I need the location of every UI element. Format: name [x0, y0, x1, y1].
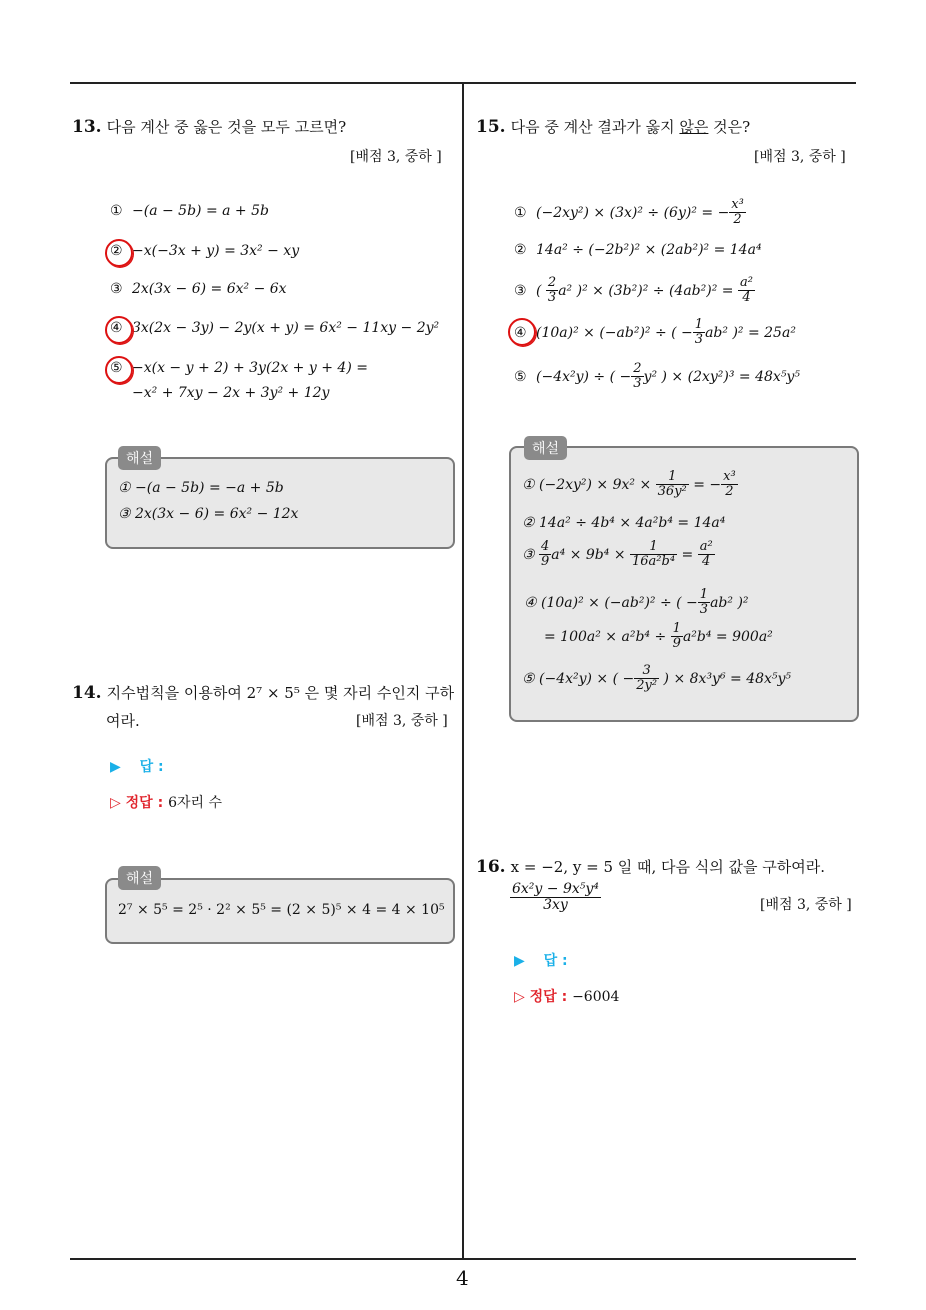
option-5[interactable]: ⑤ (−4x²y) ÷ ( − $\frac{2}{3}$ y² ) × (2xy²)³ = 48x⁵y⁵	[514, 361, 800, 392]
option-5-continued: −x² + 7xy − 2x + 3y² + 12y	[132, 385, 330, 401]
option-4[interactable]: ④ (10a)² × (−ab²)² ÷ ( − $\frac{1}{3}$ ab² )² = 25a²	[514, 317, 796, 348]
option-3[interactable]: ③ ( $\frac{2}{3}$ a² )² × (3b²)² ÷ (4ab²)² = $\frac{\text{a²}}{4}$	[514, 275, 753, 306]
explanation-line: ⑤ (−4x²y) × ( − $\frac{3}{\text{2y²}}$ ) × 8x³y⁶ = 48x⁵y⁵	[522, 663, 792, 694]
column-divider	[462, 82, 464, 1258]
option-4[interactable]: ④ 3x(2x − 3y) − 2y(x + y) = 6x² − 11xy − 2y²	[110, 320, 440, 336]
explanation-line: ③ $\frac{4}{9}$ a⁴ × 9b⁴ × $\frac{1}{\text{16a²b⁴}}$ = $\frac{\text{a²}}{4}$	[522, 539, 713, 570]
explanation-line: 2⁷ × 5⁵ = 2⁵ · 2² × 5⁵ = (2 × 5)⁵ × 4 = 4 × 10⁵	[118, 902, 445, 918]
question-text: 다음 계산 중 옳은 것을 모두 고르면?	[106, 118, 347, 136]
explanation-label: 해설	[118, 866, 161, 890]
page-number: 4	[456, 1266, 469, 1290]
answer-row[interactable]: ▶ 답 :	[514, 953, 568, 969]
score-meta: [배점 3, 중하 ]	[754, 149, 846, 165]
outline-triangle-icon: ▷	[110, 795, 121, 811]
score-meta: [배점 3, 중하 ]	[356, 713, 448, 729]
explanation-line: ③ 2x(3x − 6) = 6x² − 12x	[118, 506, 299, 522]
option-3[interactable]: ③ 2x(3x − 6) = 6x² − 6x	[110, 281, 287, 297]
selected-circle-mark	[105, 356, 133, 384]
explanation-line: ① −(a − 5b) = −a + 5b	[118, 480, 284, 496]
question-number: 13.	[72, 117, 102, 137]
explanation-line: ② 14a² ÷ 4b⁴ × 4a²b⁴ = 14a⁴	[522, 515, 726, 531]
question-number: 16.	[476, 857, 506, 877]
correct-answer-row: ▷ 정답 : 6자리 수	[110, 795, 222, 811]
question-text: 다음 중 계산 결과가 옳지 않은 것은?	[510, 118, 751, 136]
explanation-line: ① (−2xy²) × 9x² × $\frac{1}{\text{36y²}}$ = − $\frac{\text{x³}}{2}$	[522, 469, 736, 500]
score-meta: [배점 3, 중하 ]	[350, 149, 442, 165]
bottom-rule	[70, 1258, 856, 1260]
explanation-label: 해설	[524, 436, 567, 460]
outline-triangle-icon: ▷	[514, 989, 525, 1005]
explanation-line: = 100a² × a²b⁴ ÷ $\frac{1}{9}$ a²b⁴ = 900a²	[544, 621, 773, 652]
option-5[interactable]: ⑤ −x(x − y + 2) + 3y(2x + y + 4) =	[110, 360, 368, 376]
selected-circle-mark	[105, 239, 133, 267]
question-number: 15.	[476, 117, 506, 137]
play-triangle-icon: ▶	[110, 759, 121, 775]
explanation-label: 해설	[118, 446, 161, 470]
option-2[interactable]: ② 14a² ÷ (−2b²)² × (2ab²)² = 14a⁴	[514, 242, 762, 258]
explanation-line: ④ (10a)² × (−ab²)² ÷ ( − $\frac{1}{3}$ ab² )²	[524, 587, 749, 618]
option-1[interactable]: ① −(a − 5b) = a + 5b	[110, 203, 269, 219]
question-text: 지수법칙을 이용하여 2⁷ × 5⁵ 은 몇 자리 수인지 구하	[106, 684, 455, 702]
selected-circle-mark	[508, 318, 536, 346]
question-text: x = −2, y = 5 일 때, 다음 식의 값을 구하여라.	[510, 858, 826, 876]
question-text-cont: 여라.	[106, 712, 140, 730]
selected-circle-mark	[105, 316, 133, 344]
expression-fraction: $\frac{\text{6x²y − 9x⁵y⁴}}{3xy}$	[512, 881, 599, 914]
question-number: 14.	[72, 683, 102, 703]
explanation-box	[105, 457, 455, 549]
play-triangle-icon: ▶	[514, 953, 525, 969]
correct-answer-row: ▷ 정답 : −6004	[514, 989, 620, 1005]
answer-row[interactable]: ▶ 답 :	[110, 759, 164, 775]
option-1[interactable]: ① (−2xy²) × (3x)² ÷ (6y)² = − $\frac{\text{x³}}{2}$	[514, 197, 744, 228]
score-meta: [배점 3, 중하 ]	[760, 897, 852, 913]
option-2[interactable]: ② −x(−3x + y) = 3x² − xy	[110, 243, 300, 259]
